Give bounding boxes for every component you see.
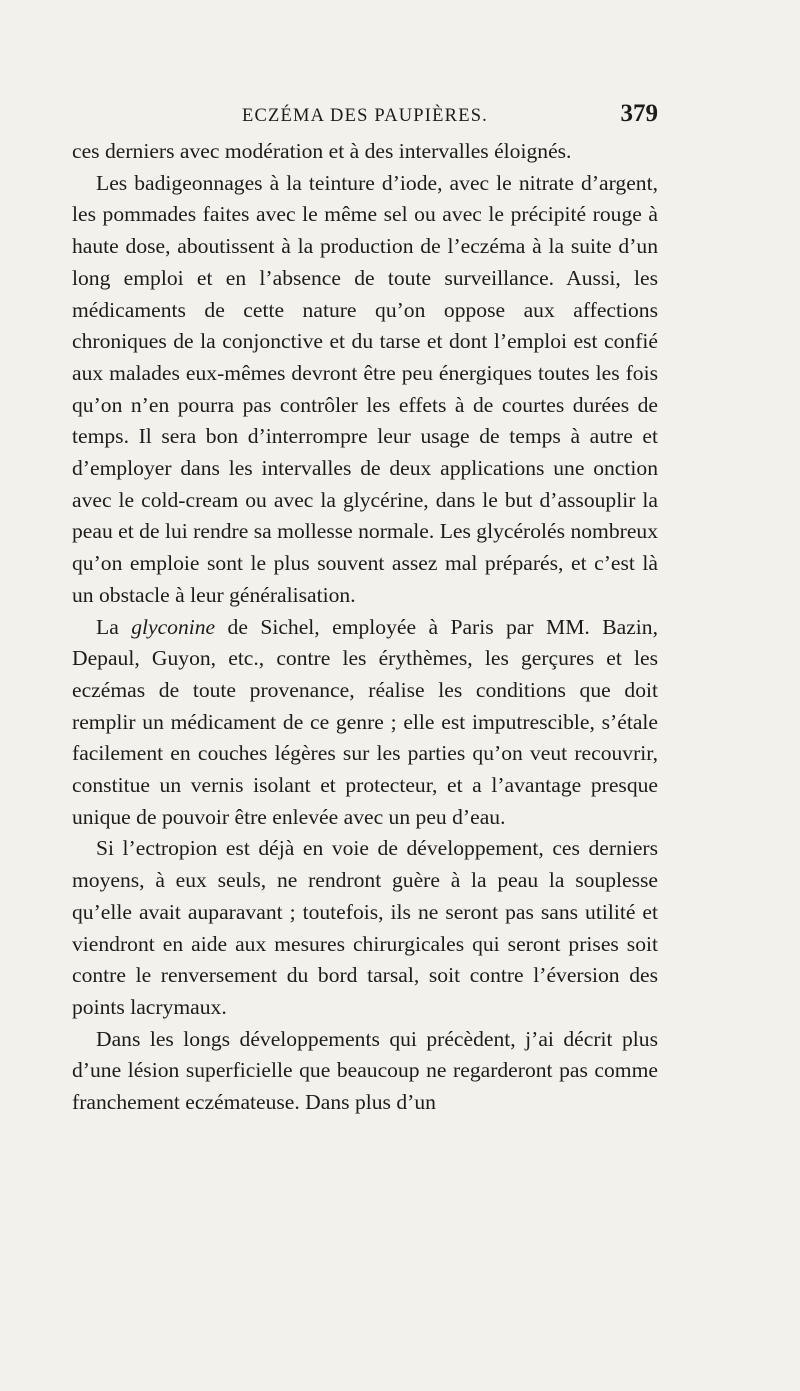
paragraph-text: de Sichel, employée à Paris par MM. Bazin, Depaul, Guyon, etc., contre les érythèmes, les gerçures et les eczémas de toute provenance, réalise les conditions que doit remplir un médicament de ce genre ; elle est imputrescible, s’étale facilement en couches légères sur les parties qu’on veut recouvrir, constitue un vernis isolant et protecteur, et a l’avantage presque unique de pouvoir être enlevée avec un peu d’eau.: [72, 614, 658, 829]
paragraph: Dans les longs développements qui précèdent, j’ai décrit plus d’une lésion superficielle que beaucoup ne regarderont pas comme franchement eczémateuse. Dans plus d’un: [72, 1026, 658, 1115]
book-page: [72, 92, 658, 1322]
paragraph-continuation: ces derniers avec modération et à des intervalles éloignés.: [72, 139, 572, 163]
body-text: [72, 136, 658, 1119]
paragraph: [72, 612, 658, 834]
running-head: [72, 92, 658, 132]
page-number: 379: [620, 100, 658, 127]
running-title: ECZÉMA DES PAUPIÈRES.: [241, 106, 489, 126]
paragraph: Les badigeonnages à la teinture d’iode, avec le nitrate d’argent, les pommades faites avec le même sel ou avec le précipité rouge à haute dose, aboutissent à la production de l’eczéma à la suite d’un long emploi et en l’absence de toute surveillance. Aussi, les médicaments de cette nature qu’on oppose aux affections chroniques de la conjonctive et du tarse et dont l’emploi est confié aux malades eux-mêmes devront être peu énergiques toutes les fois qu’on n’en pourra pas contrôler les effets à de courtes durées de temps. Il sera bon d’interrompre leur usage de temps à autre et d’employer dans les intervalles de deux applications une onction avec le cold-cream ou avec la glycérine, dans le but d’assouplir la peau et de lui rendre sa mollesse normale. Les glycérolés nombreux qu’on emploie sont le plus souvent assez mal préparés, et c’est là un obstacle à leur généralisation.: [72, 170, 658, 607]
emphasized-term: glyconine: [131, 614, 216, 639]
paragraph-prefix: La: [96, 614, 132, 639]
paragraph: Si l’ectropion est déjà en voie de développement, ces derniers moyens, à eux seuls, ne rendront guère à la peau la souplesse qu’elle avait auparavant ; toutefois, ils ne seront pas sans utilité et viendront en aide aux mesures chirurgicales qui seront prises soit contre le renversement du bord tarsal, soit contre l’éversion des points lacrymaux.: [72, 836, 658, 1019]
